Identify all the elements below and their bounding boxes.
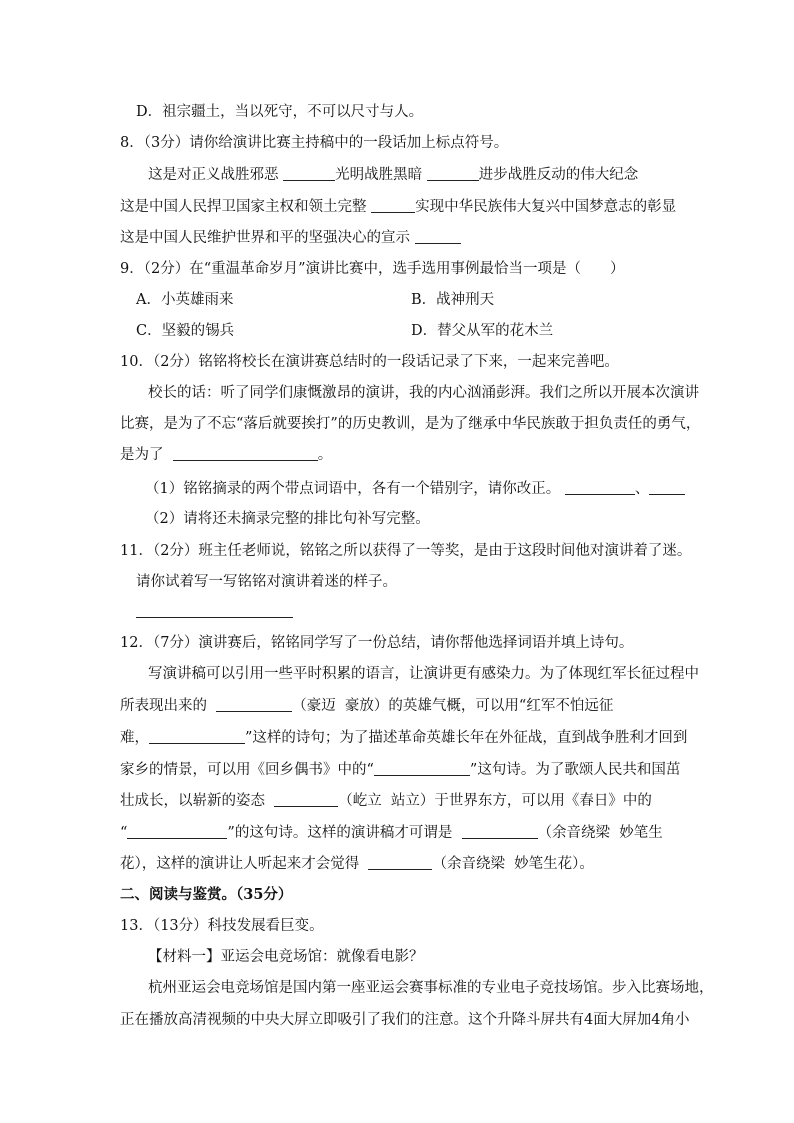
q12-para-5: 壮成长，以崭新的姿态 （屹立 站立）于世界东方，可以用《春日》中的 (120, 793, 652, 809)
q12-stem: 12．（7分）演讲赛后，铭铭同学写了一份总结，请你帮他选择词语并填上诗句。 (120, 635, 634, 651)
q10-blank-sentence[interactable] (173, 446, 318, 461)
q12-para-7: 花），这样的演讲让人听起来才会觉得 （余音绕梁 妙笔生花）。 (120, 856, 594, 872)
q13-para-2: 正在播放高清视频的中央大屏立即吸引了我们的注意。这个升降斗屏共有4面大屏加4角小 (120, 1012, 690, 1028)
q12-para-3: 难， ”这样的诗句；为了描述革命英雄长年在外征战，直到战争胜利才回到 (120, 730, 688, 746)
q13-material-1-title: 【材料一】亚运会电竞场馆：就像看电影？ (148, 949, 424, 965)
q9-option-c[interactable]: C．坚毅的锡兵 (136, 323, 235, 339)
q12-blank-word-4[interactable] (368, 855, 432, 870)
q13-stem: 13．（13分）科技发展看巨变。 (120, 918, 324, 934)
q12-para-2: 所表现出来的 （豪迈 豪放）的英雄气概，可以用“红军不怕远征 (120, 698, 614, 714)
q11-line-2: 请你试着写一写铭铭对演讲着迷的样子。 (136, 574, 397, 590)
section-2-title: 二、阅读与鉴赏。（35分） (120, 886, 293, 903)
q10-para-1: 校长的话：听了同学们康慨激昂的演讲，我的内心汹涌彭湃。我们之所以开展本次演讲 (148, 385, 699, 401)
q8-blank-2[interactable] (427, 166, 479, 181)
q7-option-d: D．祖宗疆土，当以死守，不可以尺寸与人。 (136, 104, 424, 120)
q12-blank-poem-1[interactable] (149, 729, 245, 744)
q12-blank-word-3[interactable] (462, 824, 538, 839)
q10-sub-2: （2）请将还未摘录完整的排比句补写完整。 (145, 511, 430, 527)
q8-blank-3[interactable] (371, 198, 415, 213)
q8-blank-1[interactable] (283, 166, 335, 181)
q8-stem: 8．（3分）请你给演讲比赛主持稿中的一段话加上标点符号。 (120, 135, 509, 151)
q10-blank-correction-2[interactable] (649, 480, 685, 495)
q8-line-1: 这是对正义战胜邪恶 光明战胜黑暗 进步战胜反动的伟大纪念 (148, 167, 639, 183)
q8-line-3: 这是中国人民维护世界和平的坚强决心的宣示 (120, 229, 461, 247)
q9-stem: 9．（2分）在“重温革命岁月”演讲比赛中，选手选用事例最恰当一项是（ ） (120, 261, 625, 277)
q13-para-1: 杭州亚运会电竞场馆是国内第一座亚运会赛事标准的专业电子竞技场馆。步入比赛场地， (148, 980, 714, 996)
q10-sub-1: （1）铭铭摘录的两个带点词语中，各有一个错别字，请你改正。 、 (145, 480, 685, 498)
q9-option-b[interactable]: B．战神刑天 (411, 292, 495, 308)
q11-stem: 11．（2分）班主任老师说，铭铭之所以获得了一等奖，是由于这段时间他对演讲着了迷。 (120, 543, 692, 559)
q12-blank-poem-3[interactable] (127, 824, 227, 839)
q11-answer-line[interactable] (136, 617, 293, 618)
q12-para-1: 写演讲稿可以引用一些平时积累的语言，让演讲更有感染力。为了体现红军长征过程中 (148, 666, 699, 682)
q10-stem: 10．（2分）铭铭将校长在演讲赛总结时的一段话记录了下来，一起来完善吧。 (120, 354, 619, 370)
q10-para-3: 是为了 。 (120, 447, 333, 463)
q10-blank-correction-1[interactable] (565, 480, 635, 495)
q8-line-2: 这是中国人民捍卫国家主权和领土完整 实现中华民族伟大复兴中国梦意志的彰显 (120, 199, 677, 215)
q9-option-d[interactable]: D．替父从军的花木兰 (411, 323, 554, 339)
q12-blank-poem-2[interactable] (374, 761, 470, 776)
q12-blank-word-2[interactable] (274, 792, 338, 807)
q12-para-4: 家乡的情景，可以用《回乡偶书》中的“ ”这句诗。为了歌颂人民共和国茁 (120, 762, 681, 778)
q12-blank-word-1[interactable] (216, 697, 292, 712)
q10-para-2: 比赛，是为了不忘“落后就要挨打”的历史教训，是为了继承中华民族敢于担负责任的勇气， (120, 416, 701, 432)
q12-para-6: “ ”的这句诗。这样的演讲稿才可谓是 （余音绕梁 妙笔生 (120, 825, 663, 841)
q9-option-a[interactable]: A．小英雄雨来 (136, 292, 234, 308)
q8-blank-4[interactable] (415, 229, 461, 244)
